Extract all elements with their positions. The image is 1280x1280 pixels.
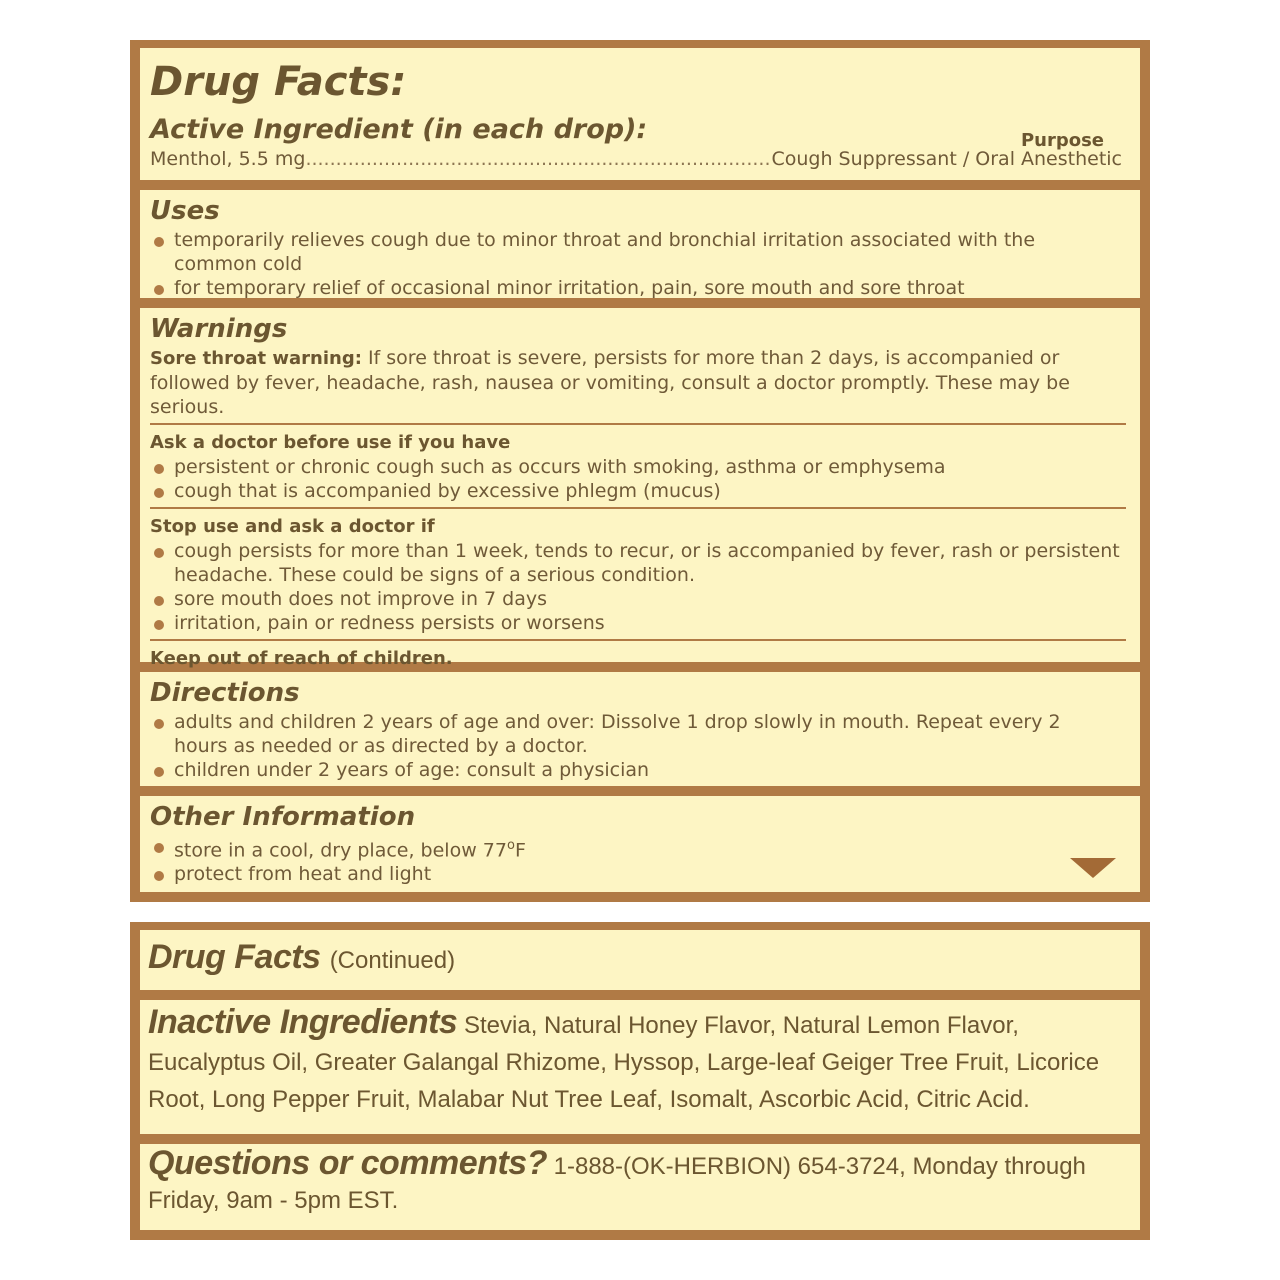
uses-box <box>140 190 1140 298</box>
questions-heading: Questions or comments? <box>148 1144 547 1182</box>
active-ingredient-box <box>140 48 1140 180</box>
warnings-box <box>140 308 1140 669</box>
purpose-label: Purpose <box>1020 130 1104 151</box>
continued-header-box <box>140 930 1140 990</box>
ask-doctor-heading: Ask a doctor before use if you have <box>150 432 511 453</box>
inactive-ingredients-box <box>140 1000 1140 1134</box>
other-item-1 <box>150 834 1120 862</box>
drug-facts-continued-panel <box>130 922 1150 1240</box>
inactive-ingredients-heading: Inactive Ingredients <box>148 1003 458 1041</box>
drug-facts-title: Drug Facts: <box>150 59 407 105</box>
stop-use-heading: Stop use and ask a doctor if <box>150 516 435 537</box>
sore-throat-warning <box>150 346 1126 419</box>
keep-out-of-reach: Keep out of reach of children. <box>150 648 453 669</box>
other-information-box <box>140 796 1140 892</box>
questions-box <box>140 1144 1140 1230</box>
dot-leader <box>305 147 771 171</box>
continued-label: (Continued) <box>329 947 456 974</box>
active-ingredient-row <box>150 147 1122 171</box>
divider <box>150 423 1126 425</box>
directions-item-2: children under 2 years of age: consult a physician <box>150 758 1120 782</box>
divider <box>150 507 1126 509</box>
other-item-2: protect from heat and light <box>150 862 1120 886</box>
degree-symbol: o <box>506 838 515 853</box>
stop-item-1: cough persists for more than 1 week, tends to recur, or is accompanied by fever, rash or persistent headache. These could be signs of a serious condition. <box>150 539 1126 587</box>
directions-item-1: adults and children 2 years of age and over: Dissolve 1 drop slowly in mouth. Repeat every 2 hours as needed or as directed by a doctor. <box>150 710 1120 758</box>
stop-item-3: irritation, pain or redness persists or worsens <box>150 611 1126 635</box>
drug-facts-panel <box>130 40 1150 902</box>
storage-text: store in a cool, dry place, below 77 <box>174 839 507 862</box>
uses-heading: Uses <box>150 196 220 226</box>
ask-item-2: cough that is accompanied by excessive phlegm (mucus) <box>150 479 1126 503</box>
divider <box>150 639 1126 641</box>
sore-throat-text: If sore throat is severe, persists for more than 2 days, is accompanied or followed by fever, headache, rash, nausea or vomiting, consult a doctor promptly. These may be serious. <box>150 347 1070 418</box>
inactive-ingredients <box>148 1004 1128 1118</box>
ask-item-1: persistent or chronic cough such as occurs with smoking, asthma or emphysema <box>150 455 1126 479</box>
questions-text: 1-888-(OK-HERBION) 654-3724, Monday through Friday, 9am - 5pm EST. <box>148 1153 1086 1214</box>
temperature-unit: F <box>514 839 526 862</box>
warnings-heading: Warnings <box>150 314 288 344</box>
ingredient-name: Menthol, 5.5 mg <box>150 148 306 170</box>
sore-throat-label: Sore throat warning: <box>150 348 362 369</box>
stop-item-2: sore mouth does not improve in 7 days <box>150 587 1126 611</box>
active-ingredient-heading: Active Ingredient (in each drop): <box>150 114 648 145</box>
other-information-heading: Other Information <box>150 802 416 832</box>
uses-item-2: for temporary relief of occasional minor irritation, pain, sore mouth and sore throat <box>150 276 1110 300</box>
drug-facts-continued-title: Drug Facts <box>148 938 321 976</box>
directions-box <box>140 672 1140 786</box>
questions-comments <box>148 1146 1128 1218</box>
uses-item-1: temporarily relieves cough due to minor throat and bronchial irritation associated with the common cold <box>150 228 1110 276</box>
ingredient-purpose: Cough Suppressant / Oral Anesthetic <box>771 148 1122 170</box>
inactive-ingredients-text: Stevia, Natural Honey Flavor, Natural Lemon Flavor, Eucalyptus Oil, Greater Galangal Rhizome, Hyssop, Large-leaf Geiger Tree Fruit, Licorice Root, Long Pepper Fruit, Malabar Nut Tree Leaf, Isomalt, Ascorbic Acid, Citric Acid. <box>148 1012 1100 1113</box>
directions-heading: Directions <box>150 678 300 708</box>
down-triangle-icon <box>1070 858 1116 878</box>
